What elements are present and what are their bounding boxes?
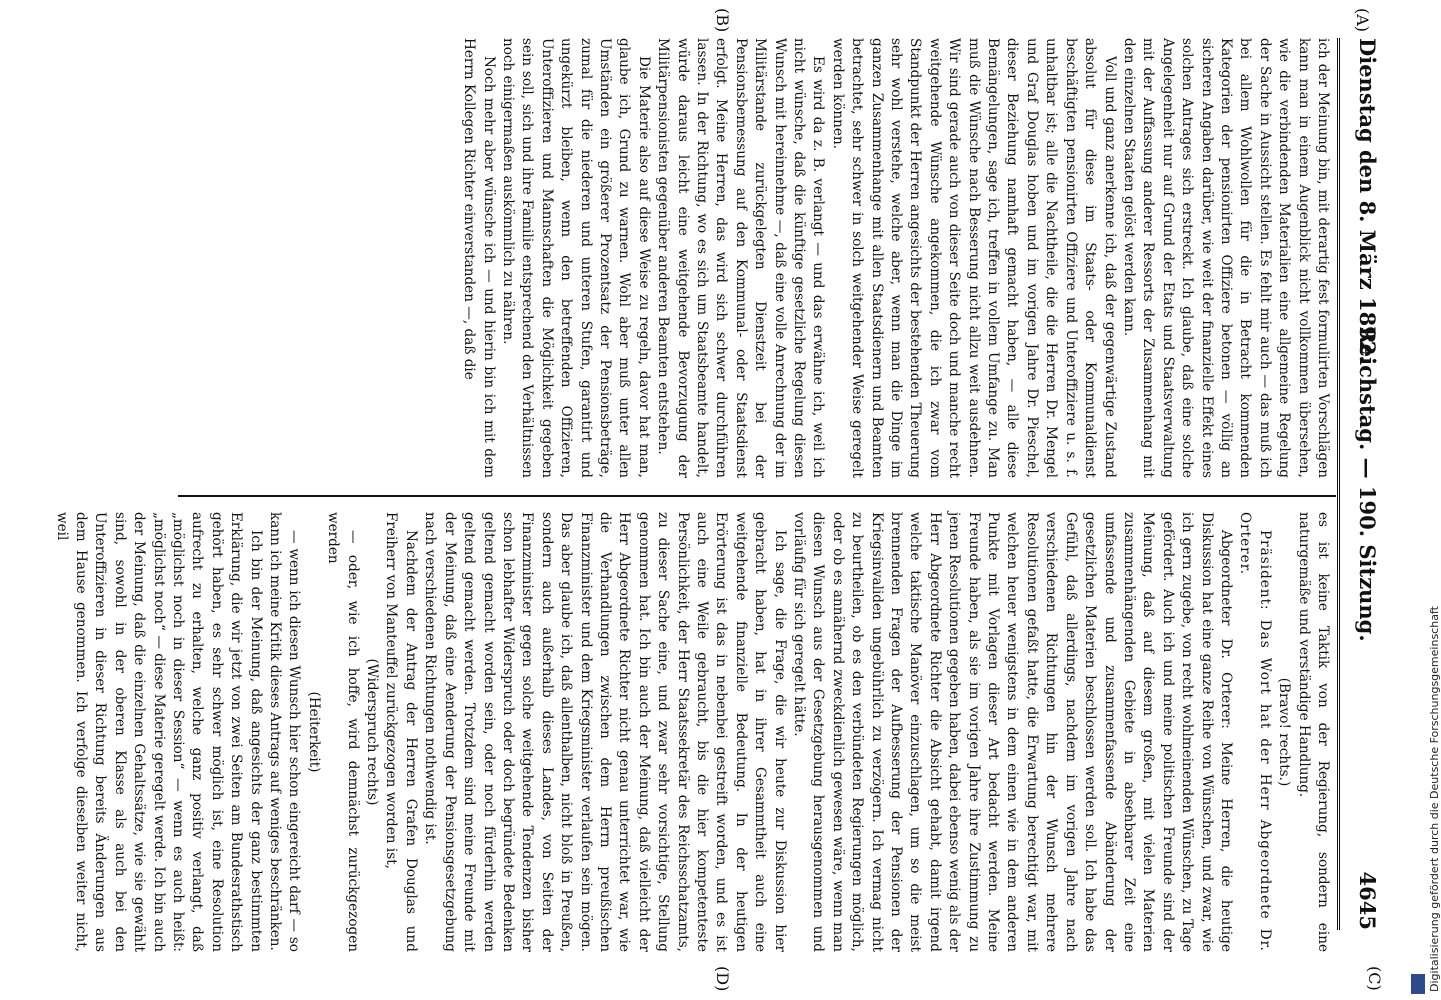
paragraph: — wenn ich diesen Wunsch hier schon eingereicht darf — so kann ich meine Kritik dieses Antrags auf weniges beschränken. [267,512,303,952]
header-session: Reichstag. — 190. Sitzung. [1355,326,1380,642]
margin-marker-a: (A) [1353,8,1372,33]
paragraph: ich der Meinung bin, mit derartig fest formulirten Vorschlägen kann man in einem Augenblick nicht vollkommen übersehen, wie die verbindenden Materialien eine allgemeine Regelung der Sache in Aussicht stellen. Es fehlt mir auch — das muß ich bei allem Wohlwollen für die in Betracht kommenden Kategorien der pensionirten Offiziere betonen — völlig an sicheren Angaben darüber, wie weit der finanzielle Effekt eines solchen Antrages sich erstreckt. Ich glaube, daß eine solche Angelegenheit nur auf Grund der Etats und Staatsverwaltung mit der Auffassung anderer Ressorts der Zusammenhang mit den einzelnen Staaten gelöst werden kann. [1120,38,1331,478]
interjection: (Heiterkeit) [305,691,322,773]
speaker-paragraph: Präsident: Das Wort hat der Herr Abgeordnete Dr. Orterer. [1237,512,1273,952]
header-rule [1337,38,1340,930]
paragraph: Ich sage, die Frage, die wir heute zur Diskussion hier gebracht haben, hat in ihrer Gesammtheit auch eine weitgehende finanzielle Bedeutung. In der heutigen Erörterung ist das in nebenbei gestreift worden, und es ist auch eine Weile gebraucht, bis die hier kompetenteste Persönlichkeit, der Herr Staatssekretär des Reichsschatzamts, zu dieser Sache eine, und zwar sehr vorsichtige, Stellung genommen hat. Ich bin auch der Meinung, daß vielleicht der Herr Abgeordnete Richter nicht genau unterrichtet war, wie die Verhandlungen zwischen dem Herrn preußischen Finanzminister und dem Kriegsminister verlaufen sein mögen. Das aber glaube ich, daß allenthalben, nicht bloß in Preußen, sondern auch außerhalb dieses Landes, von Seiten der Finanzminister gegen solche weitgehende Tendenzen bisher schon lebhafter Widerspruch oder doch begründete Bedenken geltend gemacht worden sein, oder noch fürderhin werden geltend gemacht werden. Trotzdem sind meine Freunde mit der Meinung, daß eine Aenderung der Pensionsgesetzgebung nach verschiedenen Richtungen nothwendig ist. [422,512,788,952]
paragraph: Ich bin der Meinung, daß angesichts der ganz bestimmten Erklärung, die wir jetzt von zwei Seiten am Bundesrathstisch gehört haben, es sehr schwer möglich ist, eine Resolution aufrecht zu erhalten, welche ganz positiv verlangt, daß „möglichst noch in dieser Session“ — wenn es auch heißt: „möglichst noch“ — diese Materie geregelt werde. Ich bin auch der Meinung, daß die einzelnen Gehaltssätze, wie sie gewählt sind, sowohl in der oberen Klasse als auch bei den Unteroffizieren in dieser Richtung bereits Änderungen aus dem Hause genommen. Ich verfolge dieselben weiter nicht, weil [53,512,264,952]
paragraph: Abgeordneter Dr. Orterer: Meine Herren, die heutige Diskussion hat eine ganze Reihe von Wünschen, und zwar, wie ich gern zugebe, von recht wohlmeinenden Wünschen, zu Tage gefördert. Auch ich und meine politischen Freunde sind der Meinung, daß auf diesem großen, mit vielen Materien zusammenhängenden Gebiete in absehbarer Zeit eine umfassende und zusammenfassende Abänderung der gesetzlichen Materien beschlossen werden soll. Ich habe das Gefühl, daß allerdings, nachdem im vorigen Jahre nach verschiedenen Richtungen hin der Wunsch mehrere Resolutionen gefaßt hatte, die Erwartung berechtigt war, mit welchen heuer wenigstens in dem einen wie in dem anderen Punkte mit Vorlagen dieser Art bedacht werden. Meine Freunde haben, als sie im vorigen Jahre ihre Zustimmung zu jenen Resolutionen gegeben haben, dabei ebenso wenig als der Herr Abgeordnete Richter die Absicht gehabt, damit irgend welche taktische Manöver einzuschlagen, um so die meist brennenden Fragen der Aufbesserung der Pensionen der Kriegsinvaliden ungebührlich zu verzögern. Ich vermag nicht zu beurtheilen, ob es den verbündeten Regierungen möglich, oder ob es annähernd zweckdienlich gewesen wäre, wenn man diesen Wunsch aus der Gesetzgebung herausgenommen und vorläufig für sich geregelt hätte. [791,512,1234,952]
paragraph: Die Materie also auf diese Weise zu regeln, davor hat man, glaube ich, Grund zu warnen. Wohl aber muß unter allen Umständen ein größerer Prozentsatz der Pensionsbeträge, zumal für die niederen und unteren Stufen, garantirt und ungekürzt bleiben, wenn den betreffenden Offizieren, Unteroffizieren und Mannschaften die Möglichkeit gegeben sein soll, sich und ihre Familie entsprechend den Verhältnissen noch einigermaßen auskömmlich zu nähren. [499,38,652,478]
paragraph: Nachdem der Antrag der Herren Grafen Douglas und Freiherr von Manteuffel zurückgezogen worden ist, [383,512,419,952]
header-date: Dienstag den 8. März 1892. [1355,38,1380,363]
margin-marker-c: (C) [1365,966,1384,991]
left-column [180,38,1332,478]
credit-text: Digitalisierung gefördert durch die Deutsche Forschungsgemeinschaft [1428,606,1441,992]
margin-marker-d: (D) [713,966,732,992]
interjection: (Bravo! rechts.) [1276,677,1293,787]
page-header [1346,38,1380,930]
paragraph: es ist keine Taktik von der Regierung, sondern eine naturgemäße und verständige Handlung. [1295,512,1331,952]
digitization-credit [1400,0,1441,1000]
paragraph: Noch mehr aber wünsche ich — und hierin bin ich mit dem Herrn Kollegen Richter einverstanden —, daß die [461,38,497,478]
paragraph: Es wird da z. B. verlangt — und das erwähne ich, weil ich nicht wünsche, daß die künftige gesetzliche Regelung diesen Wunsch mit hereinnehme —, daß eine volle Anrechnung der im Militärstande zurückgelegten Dienstzeit bei der Pensionsbemessung auf den Kommunal- oder Staatsdienst erfolgt. Meine Herren, das wird sich schwer durchführen lassen. In der Richtung, wo es sich um Staatsbeamte handelt, würde daraus leicht eine weitgehende Bevorzugung der Militärpensionisten gegenüber anderen Beamten entstehen. [655,38,827,478]
paragraph: Voll und ganz anerkenne ich, daß der gegenwärtige Zustand absolut für diese im Staats- oder Kommunaldienst beschäftigten pensionirten Offiziere und Unteroffiziere u. s. f. unhaltbar ist; alle die Nachtheile, die die Herren Dr. Mengel und Graf Douglas hoben und im vorigen Jahre Dr. Pieschel, dieser Beziehung namhaft gemacht haben, — alle diese Bemängelungen, sage ich, treffen in vollem Umfange zu. Man muß die Wünsche nach Besserung nicht allzu weit ausdehnen. Wir sind gerade auch von dieser Seite doch und manche recht weitgehende Wünsche angekommen, die ich zwar vom Standpunkt der Herren angesichts der bestehenden Theuerung sehr wohl verstehe, welche aber, wenn man die Dinge im ganzen Zusammenhange mit allen Staatsdienern und Beamten betrachtet, sehr schwer in solch weitgehender Weise geregelt werden können. [829,38,1118,478]
paragraph: — oder, wie ich hoffe, wird demnächst zurückgezogen werden [325,512,361,952]
column-divider [178,495,1336,497]
margin-marker-b: (B) [713,8,732,33]
interjection: (Widerspruch rechts) [364,658,381,806]
dfg-logo [1411,974,1425,994]
page-number: 4645 [1355,871,1380,930]
right-column [53,512,1332,952]
